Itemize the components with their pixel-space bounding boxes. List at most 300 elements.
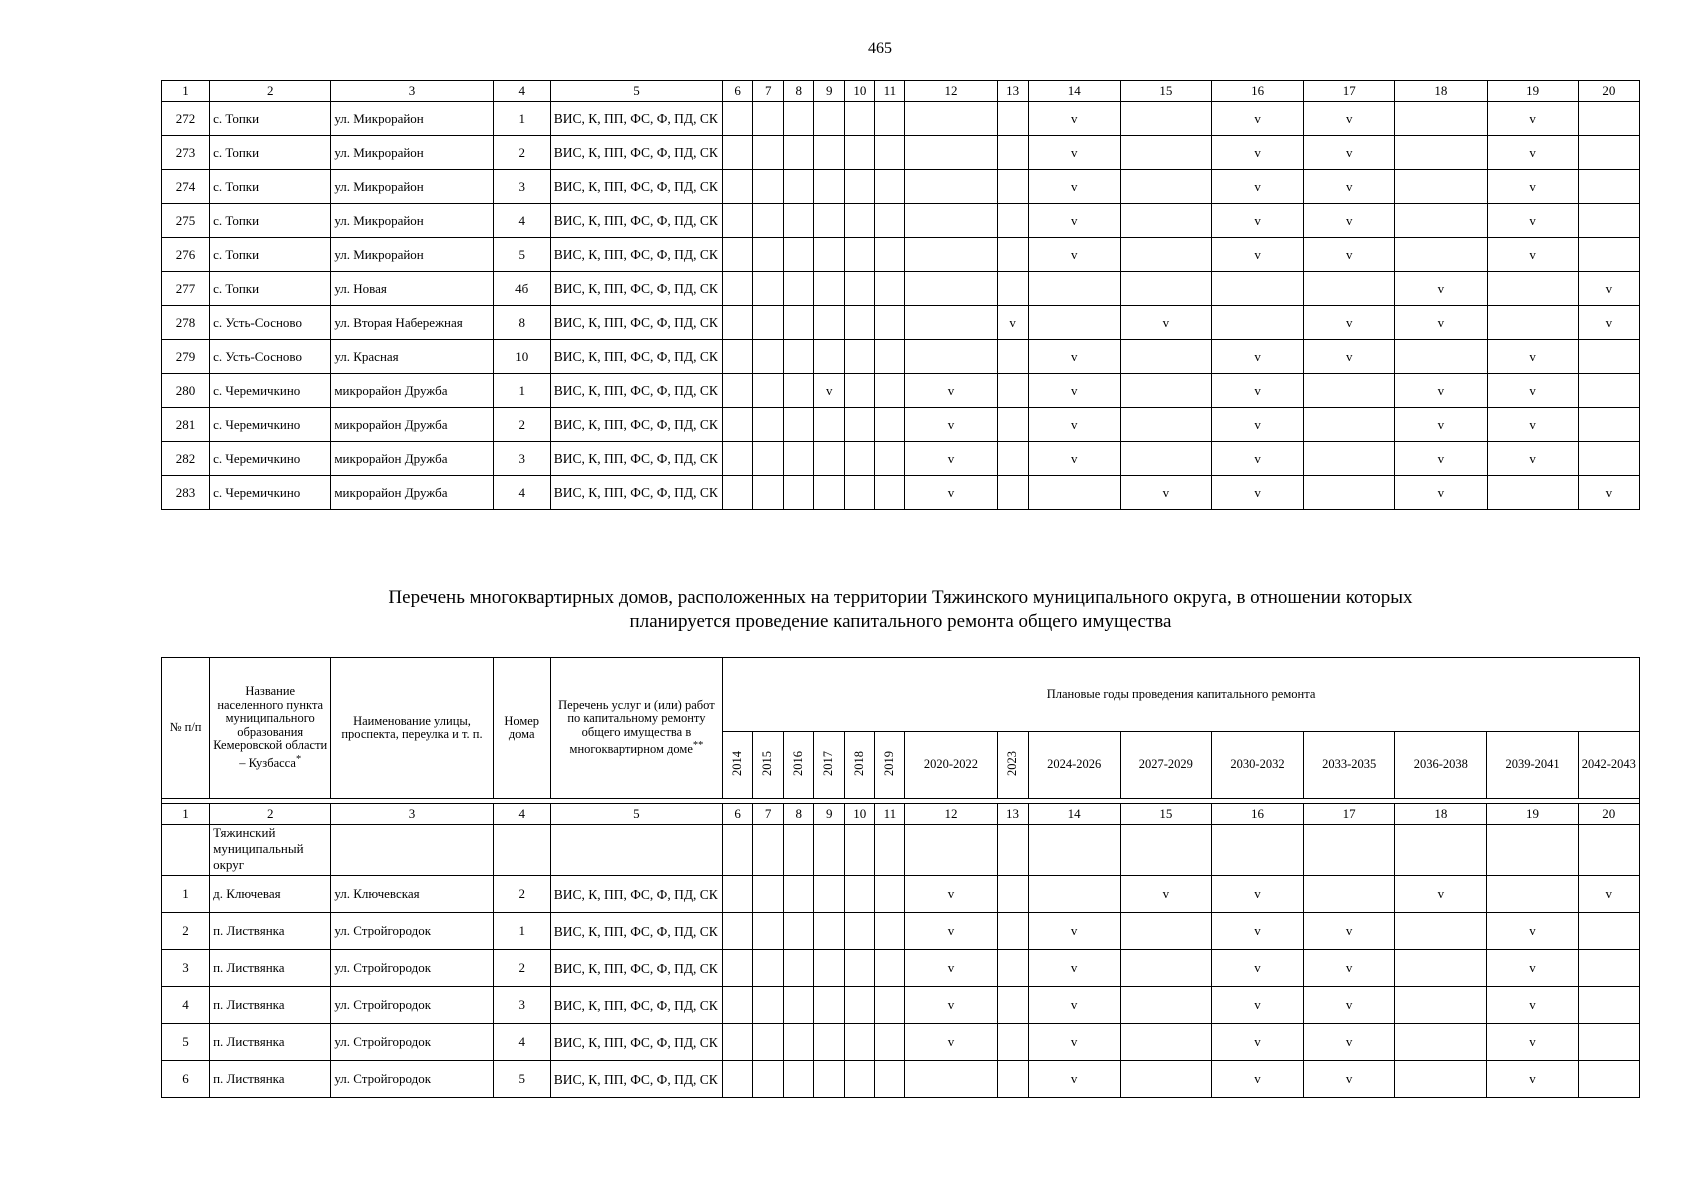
year-mark-cell [753, 136, 784, 170]
year-mark-cell [1395, 238, 1487, 272]
year-mark-cell [905, 136, 997, 170]
header-year [1578, 732, 1639, 799]
year-mark-cell [1487, 876, 1578, 913]
year-mark-cell [875, 306, 905, 340]
year-mark-cell [905, 204, 997, 238]
row-number: 275 [162, 204, 210, 238]
row-number: 280 [162, 374, 210, 408]
column-number: 3 [331, 804, 493, 825]
year-mark-cell [845, 913, 875, 950]
year-mark-cell [997, 913, 1028, 950]
year-mark-cell [1120, 340, 1211, 374]
year-mark-cell: v [1212, 442, 1304, 476]
column-number: 6 [723, 81, 753, 102]
year-mark-cell: v [1120, 476, 1211, 510]
year-mark-cell: v [905, 408, 997, 442]
year-mark-cell [814, 987, 845, 1024]
year-mark-cell [905, 306, 997, 340]
year-mark-cell [845, 340, 875, 374]
year-mark-cell [814, 442, 845, 476]
table-row [162, 340, 1640, 374]
settlement-cell: с. Усть-Сосново [210, 340, 331, 374]
year-mark-cell [1578, 340, 1639, 374]
table-row [162, 913, 1640, 950]
year-mark-cell [997, 136, 1028, 170]
year-mark-cell: v [905, 442, 997, 476]
year-mark-cell [753, 340, 784, 374]
header-year-label: 2030-2032 [1230, 757, 1285, 772]
year-mark-cell [753, 272, 784, 306]
year-mark-cell [723, 272, 753, 306]
year-mark-cell [784, 170, 814, 204]
year-mark-cell: v [1487, 1024, 1578, 1061]
year-mark-cell: v [1304, 102, 1395, 136]
year-mark-cell [997, 987, 1028, 1024]
year-mark-cell [1395, 1024, 1487, 1061]
year-mark-cell [1578, 913, 1639, 950]
year-mark-cell [784, 408, 814, 442]
house-number-cell: 2 [493, 408, 550, 442]
house-number-cell: 3 [493, 442, 550, 476]
works-cell: ВИС, К, ПП, ФС, Ф, ПД, СК [550, 272, 722, 306]
year-mark-cell [1120, 204, 1211, 238]
house-number-cell: 3 [493, 170, 550, 204]
house-number-cell: 2 [493, 876, 550, 913]
year-mark-cell [875, 408, 905, 442]
column-number: 8 [784, 804, 814, 825]
year-mark-cell [1487, 272, 1578, 306]
settlement-cell: с. Черемичкино [210, 476, 331, 510]
works-cell: ВИС, К, ПП, ФС, Ф, ПД, СК [550, 306, 722, 340]
header-year [905, 732, 997, 799]
header-row-number: № п/п [162, 658, 210, 799]
year-mark-cell [1120, 136, 1211, 170]
header-year-label: 2039-2041 [1505, 757, 1560, 772]
table-row [162, 136, 1640, 170]
year-mark-cell [875, 950, 905, 987]
street-cell: ул. Стройгородок [331, 950, 493, 987]
year-mark-cell [753, 1061, 784, 1098]
year-mark-cell [905, 102, 997, 136]
year-mark-cell [753, 913, 784, 950]
year-mark-cell: v [1028, 913, 1120, 950]
column-number-row [162, 81, 1640, 102]
year-mark-cell: v [1212, 408, 1304, 442]
header-year [753, 732, 784, 799]
year-mark-cell: v [1120, 306, 1211, 340]
table-row [162, 238, 1640, 272]
year-mark-cell [1578, 1024, 1639, 1061]
street-cell: ул. Стройгородок [331, 1061, 493, 1098]
year-mark-cell [723, 408, 753, 442]
year-mark-cell [1578, 442, 1639, 476]
header-year-label: 2018 [852, 750, 867, 776]
year-mark-cell [753, 950, 784, 987]
year-mark-cell [753, 374, 784, 408]
row-number: 3 [162, 950, 210, 987]
row-number: 6 [162, 1061, 210, 1098]
column-number: 10 [845, 804, 875, 825]
year-mark-cell [1028, 876, 1120, 913]
header-year [997, 732, 1028, 799]
year-mark-cell: v [905, 374, 997, 408]
year-mark-cell: v [1487, 408, 1578, 442]
year-mark-cell [845, 987, 875, 1024]
table-row [162, 204, 1640, 238]
year-mark-cell [1120, 374, 1211, 408]
year-mark-cell: v [905, 476, 997, 510]
year-mark-cell [905, 170, 997, 204]
year-mark-cell [753, 238, 784, 272]
table-row [162, 476, 1640, 510]
year-mark-cell [875, 204, 905, 238]
group-label: Тяжинский муниципальный округ [210, 825, 331, 876]
row-number: 273 [162, 136, 210, 170]
year-mark-cell [723, 913, 753, 950]
year-mark-cell [997, 238, 1028, 272]
year-mark-cell [1578, 987, 1639, 1024]
year-mark-cell [905, 1061, 997, 1098]
year-mark-cell [997, 170, 1028, 204]
year-mark-cell [1395, 340, 1487, 374]
row-number: 279 [162, 340, 210, 374]
street-cell: ул. Микрорайон [331, 102, 493, 136]
year-mark-cell [753, 408, 784, 442]
year-mark-cell [784, 272, 814, 306]
year-mark-cell: v [1211, 950, 1303, 987]
year-mark-cell [784, 374, 814, 408]
year-mark-cell: v [1487, 238, 1578, 272]
year-mark-cell [845, 876, 875, 913]
column-number: 15 [1120, 804, 1211, 825]
column-number: 2 [210, 804, 331, 825]
year-mark-cell [875, 476, 905, 510]
year-mark-cell [1395, 102, 1487, 136]
year-mark-cell [784, 442, 814, 476]
year-mark-cell [1304, 876, 1395, 913]
year-mark-cell [1304, 272, 1395, 306]
year-mark-cell [875, 374, 905, 408]
year-mark-cell: v [905, 1024, 997, 1061]
year-mark-cell [1395, 204, 1487, 238]
works-cell: ВИС, К, ПП, ФС, Ф, ПД, СК [550, 987, 722, 1024]
year-mark-cell: v [1487, 950, 1578, 987]
year-mark-cell: v [905, 876, 997, 913]
year-mark-cell [753, 102, 784, 136]
header-year-label: 2027-2029 [1138, 757, 1193, 772]
settlement-cell: п. Листвянка [210, 1061, 331, 1098]
works-cell: ВИС, К, ПП, ФС, Ф, ПД, СК [550, 408, 722, 442]
year-mark-cell: v [1487, 442, 1578, 476]
street-cell: ул. Микрорайон [331, 238, 493, 272]
row-number: 4 [162, 987, 210, 1024]
year-mark-cell [753, 1024, 784, 1061]
settlement-cell: п. Листвянка [210, 950, 331, 987]
year-mark-cell [753, 476, 784, 510]
section-title-line-2: планируется проведение капитального ремонта общего имущества [629, 611, 1172, 632]
year-mark-cell: v [1395, 272, 1487, 306]
year-mark-cell [814, 102, 845, 136]
year-mark-cell [875, 1061, 905, 1098]
year-mark-cell: v [1304, 136, 1395, 170]
table-row [162, 102, 1640, 136]
year-mark-cell: v [1578, 476, 1639, 510]
year-mark-cell: v [1578, 876, 1639, 913]
year-mark-cell: v [1211, 876, 1303, 913]
works-cell: ВИС, К, ПП, ФС, Ф, ПД, СК [550, 950, 722, 987]
year-mark-cell: v [1487, 170, 1578, 204]
year-mark-cell [814, 1061, 845, 1098]
year-mark-cell: v [1304, 950, 1395, 987]
street-cell: микрорайон Дружба [331, 442, 493, 476]
year-mark-cell [1395, 913, 1487, 950]
year-mark-cell [1578, 170, 1639, 204]
year-mark-cell: v [905, 950, 997, 987]
table-row [162, 442, 1640, 476]
year-mark-cell [997, 374, 1028, 408]
street-cell: ул. Микрорайон [331, 204, 493, 238]
year-mark-cell: v [1304, 306, 1395, 340]
year-mark-cell: v [1212, 238, 1304, 272]
works-cell: ВИС, К, ПП, ФС, Ф, ПД, СК [550, 238, 722, 272]
year-mark-cell [1212, 306, 1304, 340]
street-cell: ул. Микрорайон [331, 170, 493, 204]
year-mark-cell [997, 442, 1028, 476]
year-mark-cell [845, 950, 875, 987]
header-year [1487, 732, 1578, 799]
year-mark-cell [1487, 306, 1578, 340]
column-number: 18 [1395, 804, 1487, 825]
year-mark-cell: v [1487, 1061, 1578, 1098]
year-mark-cell: v [1578, 306, 1639, 340]
header-year-label: 2017 [821, 750, 836, 776]
header-year [845, 732, 875, 799]
table-row [162, 876, 1640, 913]
works-cell: ВИС, К, ПП, ФС, Ф, ПД, СК [550, 136, 722, 170]
year-mark-cell [845, 476, 875, 510]
year-mark-cell: v [1304, 913, 1395, 950]
row-number: 274 [162, 170, 210, 204]
column-number: 7 [753, 81, 784, 102]
house-number-cell: 4 [493, 476, 550, 510]
street-cell: ул. Стройгородок [331, 1024, 493, 1061]
year-mark-cell [814, 204, 845, 238]
table-row [162, 374, 1640, 408]
header-year-label: 2015 [760, 750, 775, 776]
settlement-cell: с. Топки [210, 272, 331, 306]
year-mark-cell [905, 340, 997, 374]
row-number: 277 [162, 272, 210, 306]
header-year [1304, 732, 1395, 799]
table-row [162, 950, 1640, 987]
year-mark-cell [1304, 374, 1395, 408]
year-mark-cell: v [1212, 136, 1304, 170]
year-mark-cell [1120, 408, 1211, 442]
year-mark-cell [905, 272, 997, 306]
year-mark-cell [723, 950, 753, 987]
year-mark-cell [1120, 950, 1211, 987]
house-number-cell: 1 [493, 374, 550, 408]
column-number: 11 [875, 804, 905, 825]
settlement-cell: с. Усть-Сосново [210, 306, 331, 340]
column-number: 4 [493, 804, 550, 825]
year-mark-cell [1578, 102, 1639, 136]
year-mark-cell: v [1212, 102, 1304, 136]
year-mark-cell: v [1028, 204, 1120, 238]
column-number: 17 [1304, 81, 1395, 102]
year-mark-cell [784, 950, 814, 987]
year-mark-cell [997, 1024, 1028, 1061]
year-mark-cell [1120, 170, 1211, 204]
year-mark-cell [1120, 1024, 1211, 1061]
year-mark-cell [1487, 476, 1578, 510]
year-mark-cell [784, 476, 814, 510]
year-mark-cell: v [1212, 204, 1304, 238]
page-number: 465 [868, 40, 892, 57]
year-mark-cell [1395, 136, 1487, 170]
column-number: 16 [1211, 804, 1303, 825]
works-cell: ВИС, К, ПП, ФС, Ф, ПД, СК [550, 102, 722, 136]
house-number-cell: 2 [493, 950, 550, 987]
column-number: 9 [814, 81, 845, 102]
year-mark-cell [997, 1061, 1028, 1098]
header-year-label: 2020-2022 [923, 757, 979, 772]
year-mark-cell [723, 238, 753, 272]
house-number-cell: 2 [493, 136, 550, 170]
year-mark-cell: v [1212, 476, 1304, 510]
row-number: 281 [162, 408, 210, 442]
year-mark-cell: v [1487, 340, 1578, 374]
year-mark-cell [845, 374, 875, 408]
works-cell: ВИС, К, ПП, ФС, Ф, ПД, СК [550, 340, 722, 374]
house-number-cell: 4 [493, 1024, 550, 1061]
year-mark-cell: v [1395, 442, 1487, 476]
street-cell: ул. Стройгородок [331, 987, 493, 1024]
year-mark-cell [814, 408, 845, 442]
year-mark-cell [753, 876, 784, 913]
year-mark-cell [875, 340, 905, 374]
year-mark-cell [723, 1024, 753, 1061]
year-mark-cell [814, 913, 845, 950]
year-mark-cell: v [1304, 204, 1395, 238]
year-mark-cell [723, 102, 753, 136]
settlement-cell: с. Топки [210, 170, 331, 204]
column-number: 19 [1487, 804, 1578, 825]
settlement-cell: с. Черемичкино [210, 442, 331, 476]
year-mark-cell [1120, 238, 1211, 272]
row-number: 272 [162, 102, 210, 136]
settlement-cell: с. Топки [210, 204, 331, 238]
year-mark-cell: v [1304, 170, 1395, 204]
year-mark-cell [784, 238, 814, 272]
header-year-label: 2036-2038 [1413, 757, 1468, 772]
year-mark-cell [723, 170, 753, 204]
column-number: 12 [905, 804, 997, 825]
year-mark-cell [1395, 170, 1487, 204]
year-mark-cell: v [1395, 408, 1487, 442]
house-number-cell: 1 [493, 913, 550, 950]
year-mark-cell: v [1028, 238, 1120, 272]
year-mark-cell [845, 272, 875, 306]
footnote-mark: * [295, 753, 302, 765]
year-mark-cell [784, 1061, 814, 1098]
settlement-cell: с. Черемичкино [210, 408, 331, 442]
year-mark-cell [997, 950, 1028, 987]
year-mark-cell: v [1304, 238, 1395, 272]
column-number: 8 [784, 81, 814, 102]
works-cell: ВИС, К, ПП, ФС, Ф, ПД, СК [550, 374, 722, 408]
year-mark-cell: v [1211, 913, 1303, 950]
year-mark-cell [723, 876, 753, 913]
header-works: Перечень услуг и (или) работ по капитальному ремонту общего имущества в многоквартирном доме** [550, 658, 722, 799]
header-year-label: 2019 [882, 750, 897, 776]
year-mark-cell: v [1211, 987, 1303, 1024]
year-mark-cell: v [1028, 442, 1120, 476]
house-number-cell: 1 [493, 102, 550, 136]
year-mark-cell [753, 170, 784, 204]
column-number: 12 [905, 81, 997, 102]
year-mark-cell [784, 306, 814, 340]
year-mark-cell [875, 913, 905, 950]
works-cell: ВИС, К, ПП, ФС, Ф, ПД, СК [550, 204, 722, 238]
column-number: 13 [997, 804, 1028, 825]
settlement-cell: с. Черемичкино [210, 374, 331, 408]
header-year [814, 732, 845, 799]
year-mark-cell [784, 913, 814, 950]
column-number: 5 [550, 804, 722, 825]
year-mark-cell [814, 170, 845, 204]
year-mark-cell [1395, 950, 1487, 987]
header-settlement: Название населенного пункта муниципального образования Кемеровской области – Кузбасса* [210, 658, 331, 799]
year-mark-cell: v [1028, 170, 1120, 204]
table-row [162, 987, 1640, 1024]
year-mark-cell: v [905, 987, 997, 1024]
column-number: 6 [723, 804, 753, 825]
header-year [1028, 732, 1120, 799]
row-number: 1 [162, 876, 210, 913]
section-title-line-1: Перечень многоквартирных домов, расположенных на территории Тяжинского муниципального округа, в отношении которых [388, 587, 1413, 608]
column-number: 14 [1028, 804, 1120, 825]
column-number: 17 [1304, 804, 1395, 825]
year-mark-cell: v [997, 306, 1028, 340]
year-mark-cell [784, 876, 814, 913]
year-mark-cell [814, 340, 845, 374]
column-number: 9 [814, 804, 845, 825]
year-mark-cell [1304, 442, 1395, 476]
header-year-label: 2024-2026 [1047, 757, 1102, 772]
year-mark-cell [723, 374, 753, 408]
year-mark-cell [814, 238, 845, 272]
house-number-cell: 3 [493, 987, 550, 1024]
settlement-cell: с. Топки [210, 238, 331, 272]
table-row [162, 306, 1640, 340]
works-cell: ВИС, К, ПП, ФС, Ф, ПД, СК [550, 442, 722, 476]
column-number: 20 [1578, 804, 1639, 825]
year-mark-cell: v [1212, 340, 1304, 374]
year-mark-cell [875, 987, 905, 1024]
year-mark-cell [784, 987, 814, 1024]
year-mark-cell: v [1028, 340, 1120, 374]
table-row [162, 170, 1640, 204]
street-cell: микрорайон Дружба [331, 476, 493, 510]
column-number: 19 [1487, 81, 1578, 102]
year-mark-cell [1578, 374, 1639, 408]
year-mark-cell [875, 1024, 905, 1061]
year-mark-cell: v [1028, 136, 1120, 170]
year-mark-cell [997, 204, 1028, 238]
year-mark-cell [814, 1024, 845, 1061]
year-mark-cell [1578, 950, 1639, 987]
